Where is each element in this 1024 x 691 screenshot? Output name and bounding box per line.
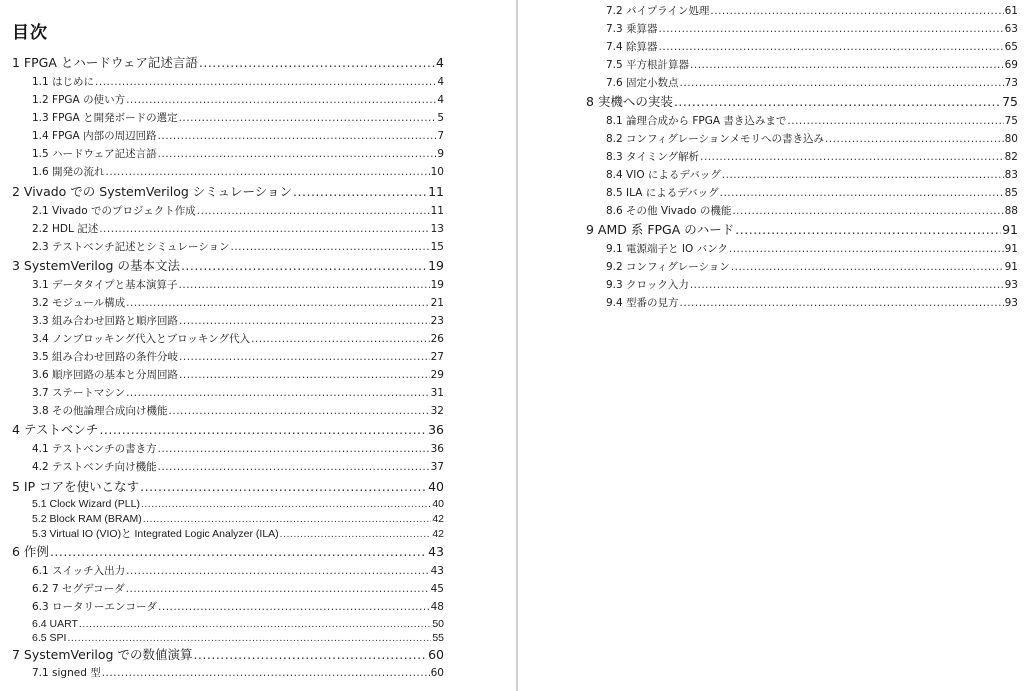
toc-leader-dots [674,93,1001,110]
toc-leader-dots [158,599,430,615]
toc-leader-dots [179,277,430,293]
toc-section-entry[interactable] [606,259,1018,275]
toc-leader-dots [179,367,430,383]
toc-entry-label: 7 SystemVerilog での数値演算 [12,647,193,662]
toc-entry-page: 48 [430,601,444,613]
toc-entry-page: 43 [430,565,444,577]
toc-section-entry[interactable] [32,313,444,329]
toc-section-entry[interactable] [606,21,1018,37]
toc-entry-page: 27 [430,351,444,363]
toc-entry-label: 7.3 乗算器 [606,23,658,35]
toc-leader-dots [143,512,432,526]
toc-entry-page: 10 [430,166,444,178]
toc-section-entry[interactable] [606,39,1018,55]
toc-section-entry[interactable] [606,295,1018,311]
toc-section-entry[interactable] [32,128,444,144]
toc-entry-label: 2.3 テストベンチ記述とシミュレーション [32,241,230,253]
toc-section-entry[interactable] [606,167,1018,183]
toc-entry-label: 3.2 モジュール構成 [32,297,126,309]
toc-entry-page: 50 [432,618,444,630]
toc-chapter-entry[interactable] [586,221,1018,238]
toc-leader-dots [179,110,437,126]
toc-entry-label: 4.1 テストベンチの書き方 [32,443,157,455]
toc-entry-page: 60 [430,667,444,679]
toc-chapter-entry[interactable] [586,93,1018,110]
toc-entry-page: 11 [428,184,444,199]
toc-leader-dots [158,128,437,144]
toc-section-entry[interactable] [606,113,1018,129]
toc-leader-dots [659,39,1004,55]
toc-entry-label: 3.8 その他論理合成向け機能 [32,405,168,417]
toc-entry-page: 61 [1004,5,1018,17]
toc-entry-page: 63 [1004,23,1018,35]
toc-section-entry[interactable] [32,403,444,419]
toc-entry-page: 91 [1004,243,1018,255]
toc-entry-label: 5 IP コアを使いこなす [12,479,140,494]
toc-leader-dots [825,131,1004,147]
toc-leader-dots [179,313,430,329]
toc-entry-page: 4 [437,76,444,88]
toc-title: 目次 [12,23,48,43]
toc-entry-page: 32 [430,405,444,417]
toc-entry-page: 45 [430,583,444,595]
toc-entry-label: 8.3 タイミング解析 [606,151,700,163]
toc-leader-dots [690,277,1004,293]
toc-leader-dots [99,421,427,438]
toc-entry-label: 1.4 FPGA 内部の周辺回路 [32,130,157,142]
toc-entry-label: 2 Vivado での SystemVerilog シミュレーション [12,184,293,199]
toc-leader-dots [169,403,430,419]
toc-entry-label: 1.6 開発の流れ [32,166,105,178]
toc-leader-dots [732,203,1003,219]
toc-section-entry[interactable] [32,221,444,237]
toc-entry-page: 91 [1002,222,1018,237]
toc-entry-page: 93 [1004,279,1018,291]
toc-leader-dots [729,241,1004,257]
toc-entry-label: 5.2 Block RAM (BRAM) [32,513,142,525]
toc-leader-dots [95,74,436,90]
toc-entry-label: 6 作例 [12,544,49,559]
toc-leader-dots [67,631,431,645]
toc-entry-label: 7.5 平方根計算器 [606,59,690,71]
toc-section-entry[interactable] [32,459,444,475]
toc-entry-label: 7.1 signed 型 [32,667,101,679]
toc-leader-dots [690,57,1004,73]
toc-section-entry[interactable] [32,563,444,579]
toc-section-entry[interactable] [32,146,444,162]
toc-entry-label: 3.7 ステートマシン [32,387,126,399]
toc-leader-dots [710,3,1003,19]
toc-entry-page: 7 [437,130,444,142]
toc-entry-label: 3.1 データタイプと基本演算子 [32,279,178,291]
toc-section-entry[interactable] [606,57,1018,73]
toc-section-entry[interactable] [32,295,444,311]
toc-entry-label: 8.5 ILA によるデバッグ [606,187,719,199]
toc-leader-dots [99,221,429,237]
toc-entry-page: 85 [1004,187,1018,199]
toc-entry-label: 1.2 FPGA の使い方 [32,94,126,106]
toc-section-entry[interactable] [32,631,444,645]
toc-leader-dots [293,183,427,200]
toc-entry-label: 8 実機への実装 [586,94,673,109]
toc-entry-label: 3.3 組み合わせ回路と順序回路 [32,315,179,327]
toc-entry-page: 36 [428,422,444,437]
toc-entry-page: 42 [432,513,444,525]
toc-entry-label: 8.2 コンフィグレーションメモリへの書き込み [606,133,824,145]
toc-section-entry[interactable] [606,185,1018,201]
toc-leader-dots [126,295,430,311]
toc-section-entry[interactable] [32,110,444,126]
toc-entry-label: 3.5 組み合わせ回路の条件分岐 [32,351,179,363]
toc-section-entry[interactable] [32,581,444,597]
toc-entry-page: 19 [430,279,444,291]
toc-entry-page: 80 [1004,133,1018,145]
toc-entry-label: 1 FPGA とハードウェア記述言語 [12,55,198,70]
toc-leader-dots [199,54,435,71]
toc-entry-page: 65 [1004,41,1018,53]
toc-entry-label: 6.2 7 セグデコーダ [32,583,125,595]
toc-entry-label: 1.5 ハードウェア記述言語 [32,148,157,160]
toc-entry-page: 19 [428,258,444,273]
toc-entry-page: 36 [430,443,444,455]
toc-entry-page: 43 [428,544,444,559]
toc-entry-label: 9 AMD 系 FPGA のハード [586,222,735,237]
toc-entry-page: 91 [1004,261,1018,273]
toc-entry-label: 9.3 クロック入力 [606,279,689,291]
toc-entry-page: 4 [437,94,444,106]
toc-leader-dots [102,665,430,681]
toc-entry-label: 8.6 その他 Vivado の機能 [606,205,732,217]
toc-entry-page: 60 [428,647,444,662]
toc-entry-label: 5.1 Clock Wizard (PLL) [32,498,140,510]
toc-section-entry[interactable] [606,241,1018,257]
toc-entry-page: 23 [430,315,444,327]
toc-chapter-entry[interactable] [12,543,444,560]
toc-entry-page: 73 [1004,77,1018,89]
toc-section-entry[interactable] [32,441,444,457]
toc-entry-label: 6.3 ロータリーエンコーダ [32,601,158,613]
toc-entry-page: 5 [437,112,444,124]
toc-entry-page: 11 [430,205,444,217]
toc-entry-label: 9.1 電源端子と IO バンク [606,243,728,255]
toc-entry-label: 7.2 パイプライン処理 [606,5,710,17]
toc-entry-page: 9 [437,148,444,160]
toc-entry-label: 4.2 テストベンチ向け機能 [32,461,157,473]
toc-entry-page: 83 [1004,169,1018,181]
toc-section-entry[interactable] [32,74,444,90]
toc-entry-label: 9.2 コンフィグレーション [606,261,730,273]
toc-entry-page: 13 [430,223,444,235]
toc-leader-dots [141,497,431,511]
toc-leader-dots [140,478,427,495]
toc-leader-dots [731,259,1004,275]
toc-leader-dots [158,441,430,457]
toc-leader-dots [680,295,1004,311]
toc-entry-page: 37 [430,461,444,473]
toc-leader-dots [251,331,430,347]
toc-entry-label: 3 SystemVerilog の基本文法 [12,258,180,273]
toc-entry-label: 5.3 Virtual IO (VIO)と Integrated Logic Analyzer (ILA) [32,528,279,540]
toc-entry-label: 8.1 論理合成から FPGA 書き込みまで [606,115,787,127]
toc-entry-label: 2.2 HDL 記述 [32,223,99,235]
toc-section-entry[interactable] [32,527,444,541]
toc-leader-dots [720,185,1004,201]
toc-leader-dots [193,646,427,663]
toc-section-entry[interactable] [606,277,1018,293]
toc-entry-page: 21 [430,297,444,309]
toc-entry-page: 31 [430,387,444,399]
toc-section-entry[interactable] [32,331,444,347]
toc-entry-page: 55 [432,632,444,644]
toc-section-entry[interactable] [32,349,444,365]
toc-entry-page: 29 [430,369,444,381]
toc-leader-dots [126,563,430,579]
toc-leader-dots [722,167,1004,183]
toc-leader-dots [197,203,430,219]
toc-leader-dots [79,617,431,631]
toc-entry-label: 6.4 UART [32,618,78,630]
toc-entry-page: 4 [436,55,444,70]
toc-entry-page: 26 [430,333,444,345]
toc-section-entry[interactable] [32,497,444,511]
toc-chapter-entry[interactable] [12,421,444,438]
toc-section-entry[interactable] [32,92,444,108]
toc-entry-label: 1.3 FPGA と開発ボードの選定 [32,112,178,124]
toc-entry-page: 40 [432,498,444,510]
toc-entry-label: 4 テストベンチ [12,422,99,437]
toc-leader-dots [158,146,437,162]
toc-entry-page: 88 [1004,205,1018,217]
toc-section-entry[interactable] [32,239,444,255]
toc-chapter-entry[interactable] [12,54,444,71]
toc-entry-label: 8.4 VIO によるデバッグ [606,169,721,181]
toc-section-entry[interactable] [32,665,444,681]
toc-leader-dots [158,459,430,475]
toc-section-entry[interactable] [32,617,444,631]
toc-chapter-entry[interactable] [12,183,444,200]
toc-chapter-entry[interactable] [12,646,444,663]
toc-leader-dots [106,164,430,180]
toc-leader-dots [126,92,436,108]
toc-leader-dots [700,149,1004,165]
toc-leader-dots [680,75,1004,91]
toc-leader-dots [787,113,1003,129]
toc-entry-label: 6.5 SPI [32,632,67,644]
toc-leader-dots [50,543,427,560]
toc-leader-dots [659,21,1004,37]
toc-entry-label: 1.1 はじめに [32,76,95,88]
toc-section-entry[interactable] [32,512,444,526]
toc-entry-page: 69 [1004,59,1018,71]
toc-section-entry[interactable] [606,75,1018,91]
toc-entry-page: 93 [1004,297,1018,309]
toc-section-entry[interactable] [32,164,444,180]
toc-entry-page: 75 [1004,115,1018,127]
toc-entry-label: 2.1 Vivado でのプロジェクト作成 [32,205,196,217]
toc-leader-dots [126,385,430,401]
toc-leader-dots [735,221,1001,238]
toc-section-entry[interactable] [32,203,444,219]
toc-entry-page: 40 [428,479,444,494]
toc-chapter-entry[interactable] [12,478,444,495]
toc-entry-label: 3.6 順序回路の基本と分周回路 [32,369,179,381]
toc-section-entry[interactable] [606,149,1018,165]
toc-entry-label: 9.4 型番の見方 [606,297,679,309]
toc-entry-page: 75 [1002,94,1018,109]
toc-entry-label: 6.1 スイッチ入出力 [32,565,126,577]
toc-section-entry[interactable] [32,599,444,615]
toc-leader-dots [179,349,430,365]
toc-entry-page: 42 [432,528,444,540]
toc-chapter-entry[interactable] [12,257,444,274]
toc-section-entry[interactable] [32,277,444,293]
toc-entry-label: 3.4 ノンブロッキング代入とブロッキング代入 [32,333,251,345]
toc-entry-label: 7.6 固定小数点 [606,77,679,89]
toc-section-entry[interactable] [32,367,444,383]
toc-section-entry[interactable] [606,3,1018,19]
toc-entry-label: 7.4 除算器 [606,41,658,53]
toc-section-entry[interactable] [32,385,444,401]
toc-section-entry[interactable] [606,203,1018,219]
toc-leader-dots [126,581,430,597]
toc-section-entry[interactable] [606,131,1018,147]
toc-leader-dots [181,257,427,274]
toc-leader-dots [231,239,430,255]
toc-entry-page: 82 [1004,151,1018,163]
toc-entry-page: 15 [430,241,444,253]
toc-leader-dots [280,527,432,541]
toc-page-right [518,0,1024,691]
